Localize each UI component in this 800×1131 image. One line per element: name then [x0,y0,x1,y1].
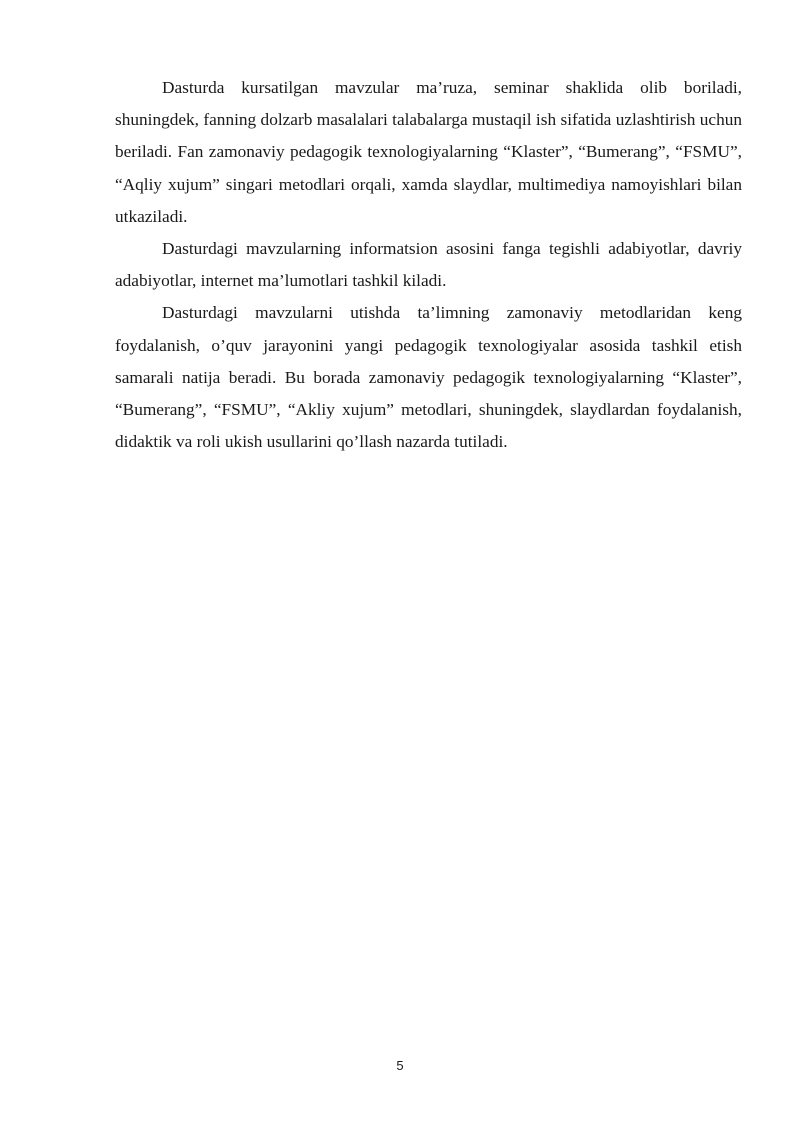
paragraph-information-sources: Dasturdagi mavzularning informatsion asosini fanga tegishli adabiyotlar, davriy adabiyotlar, internet ma’lumotlari tashkil kiladi. [115,239,742,291]
body-text [115,72,742,458]
page-number: 5 [396,1058,404,1073]
paragraph-modern-methods: Dasturdagi mavzularni utishda ta’limning zamonaviy metodlaridan keng foydalanish, o’quv jarayonini yangi pedagogik texnologiyalar asosida tashkil etish samarali natija beradi. Bu borada zamonaviy pedagogik texnologiyalarning “Klaster”, “Bumerang”, “FSMU”, “Akliy xujum” metodlari, shuningdek, slaydlardan foydalanish, didaktik va roli ukish usullarini qo’llash nazarda tutiladi. [115,303,742,452]
paragraph-teaching-methods: Dasturda kursatilgan mavzular ma’ruza, seminar shaklida olib boriladi, shuningdek, fanning dolzarb masalalari talabalarga mustaqil ish sifatida uzlashtirish uchun beriladi. Fan zamonaviy pedagogik texnologiyalarning “Klaster”, “Bumerang”, “FSMU”, “Aqliy xujum” singari metodlari orqali, xamda slaydlar, multimediya namoyishlari bilan utkaziladi. [115,78,742,226]
